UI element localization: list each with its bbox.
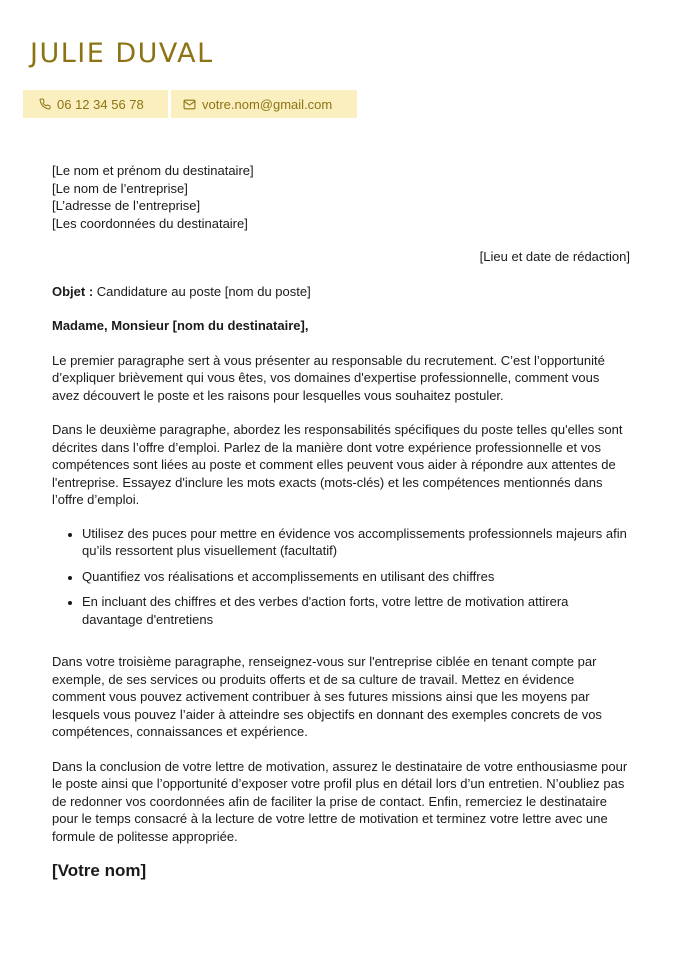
salutation: Madame, Monsieur [nom du destinataire],: [52, 318, 309, 333]
paragraph-intro: Le premier paragraphe sert à vous présenter au responsable du recrutement. C’est l’opportunité d’expliquer brièvement qui vous êtes, vos domaines d'expertise professionnelle, comment vous avez découvert le poste et les raisons pour lesquelles vous souhaitez postuler.: [52, 352, 605, 403]
email-chip: [171, 90, 357, 118]
recipient-line: [Le nom et prénom du destinataire]: [52, 163, 254, 178]
subject-line: [52, 283, 630, 301]
paragraph-conclusion: Dans la conclusion de votre lettre de motivation, assurez le destinataire de votre enthousiasme pour le poste ainsi que l’opportunité d’exposer votre profil plus en détail lors d’un entretien. N’oubliez pas de redonner vos coordonnées afin de faciliter la prise de contact. Enfin, remerciez le destinataire pour le temps consacré à la lecture de votre lettre de motivation et terminez votre lettre avec une formule de politesse appropriée.: [52, 758, 628, 844]
phone-chip: [23, 90, 168, 118]
signature: [Votre nom]: [52, 861, 147, 880]
phone-number: 06 12 34 56 78: [57, 96, 144, 112]
paragraph-skills: Dans le deuxième paragraphe, abordez les responsabilités spécifiques du poste telles qu'elles sont décrites dans l’offre d’emploi. Parlez de la manière dont votre expérience professionnelle et vos compétences sont liées au poste et comment elles peuvent vous aider à répondre aux attentes de l'entreprise. Essayez d'inclure les mots exacts (mots-clés) et les compétences mentionnés dans l’offre d’emploi.: [52, 422, 623, 507]
recipient-line: [Le nom de l’entreprise]: [52, 180, 188, 196]
subject-label: Objet :: [52, 283, 94, 299]
subject-text: Candidature au poste [nom du poste]: [93, 283, 311, 299]
email-address: votre.nom@gmail.com: [202, 96, 333, 112]
contact-bar: [23, 90, 357, 118]
recipient-block: [52, 162, 630, 232]
recipient-line: [L’adresse de l’entreprise]: [52, 198, 201, 213]
place-and-date: [Lieu et date de rédaction]: [479, 249, 630, 264]
paragraph-company: Dans votre troisième paragraphe, renseignez-vous sur l'entreprise ciblée en tenant compte par exemple, de ses services ou produits offerts et de sa culture de travail. Mettez en évidence comment vous pouvez activement contribuer à ses futures missions ainsi que les moyens par lesquels vous pouvez l’aider à atteindre ses objectifs en donnant des exemples concrets de vos compétences, connaissances et expérience.: [52, 654, 602, 739]
letter-body: [52, 162, 630, 880]
applicant-name: JULIE DUVAL: [30, 38, 214, 69]
recipient-line: [Les coordonnées du destinataire]: [52, 215, 248, 231]
list-item: • Quantifiez vos réalisations et accomplissements en utilisant des chiffres: [82, 568, 630, 586]
list-item: • Utilisez des puces pour mettre en évidence vos accomplissements professionnels majeurs afin qu’ils ressortent plus visuellement (facultatif): [82, 525, 630, 560]
achievements-list: [52, 525, 630, 629]
list-item: • En incluant des chiffres et des verbes d'action forts, votre lettre de motivation attirera davantage d'entretiens: [82, 593, 630, 628]
phone-icon: [39, 98, 51, 110]
mail-icon: [183, 99, 196, 110]
